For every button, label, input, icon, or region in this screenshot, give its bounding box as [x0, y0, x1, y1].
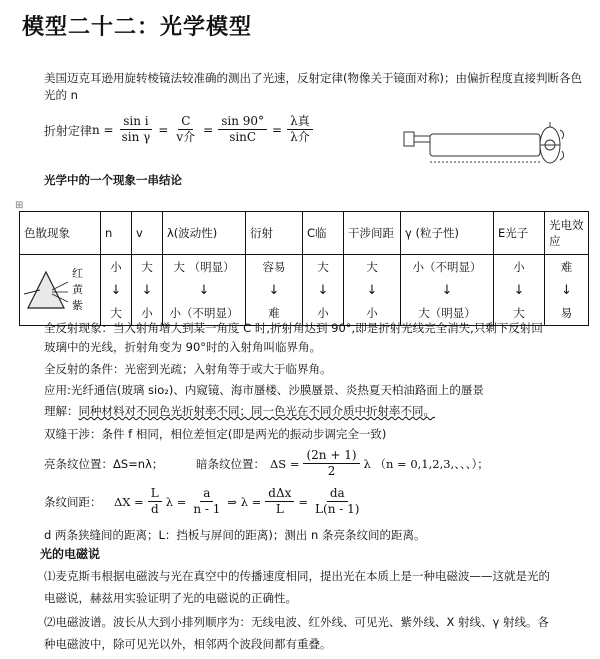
color-yellow: 黄: [72, 283, 83, 296]
trend-cell: 小 ↓ 大: [101, 255, 132, 326]
prism-cell: [20, 255, 101, 326]
total-reflection-line-2: 玻璃中的光线，折射角变为 90°时的入射角叫临界角。: [44, 340, 322, 354]
em-paragraph-1a: ⑴麦克斯韦根据电磁波与光在真空中的传播速度相同，提出光在本质上是一种电磁波——这就是光的: [44, 569, 550, 583]
fraction-lambda: $\frac{\text{λ真}}{\text{λ介}}$: [287, 114, 313, 145]
intro-text: 美国迈克耳逊用旋转棱镜法较准确的测出了光速，反射定律(物像关于镜面对称)；由偏折程度直接判断各色光的 n: [44, 71, 582, 102]
em-paragraph-1b: 电磁说，赫兹用实验证明了光的电磁说的正确性。: [44, 591, 297, 605]
down-arrow-icon: ↓: [141, 282, 153, 298]
understand-label: 理解：: [44, 404, 79, 418]
down-arrow-icon: ↓: [198, 282, 210, 298]
application-line: 应用:光纤通信(玻璃 sio₂)、内窥镜、海市蜃楼、沙膜蜃景、炎热夏天柏油路面上的蜃景: [44, 383, 484, 397]
table-body-row: [20, 255, 589, 326]
trend-cell: 小 ↓ 大: [494, 255, 545, 326]
d-description: d 两条狭缝间的距离；L：挡板与屏间的距离)；测出 n 条亮条纹间的距离。: [44, 528, 426, 542]
color-red: 红: [72, 267, 83, 280]
fraction-sin-i: $\frac{\text{sin i}}{\text{sin γ}}$: [121, 114, 151, 144]
total-reflection-line-1: 全反射现象：当入射角增大到某一角度 C 时,折射角达到 90°,即是折射光线完全消失,只剩下反射回: [44, 321, 543, 335]
spacing-formula: ΔX = $\frac{L}{d}$ λ = $\frac{a}{n - 1}$ ⇒ λ = $\frac{\text{dΔx}}{L}$ = $\frac{da}{L(n - 1)}$: [114, 486, 360, 516]
phenomenon-heading: 光学中的一个现象一串结论: [44, 173, 182, 187]
fraction-sin90: $\frac{\sin 90^\circ}{\sin C}$: [218, 114, 267, 145]
trend-cell: 小（不明显） ↓ 大（明显）: [401, 255, 494, 326]
refraction-label: 折射定律: [44, 124, 93, 138]
down-arrow-icon: ↓: [561, 282, 572, 298]
header-cell: v: [132, 212, 163, 255]
dark-fringe-formula: ΔS = $\frac{(2n + 1)}{2}$ λ （n = 0,1,2,3,、、、）；: [270, 448, 489, 478]
em-paragraph-2a: ⑵电磁波谱。波长从大到小排列顺序为：无线电波、红外线、可见光、紫外线、X 射线、γ 射线。各: [44, 615, 549, 629]
down-arrow-icon: ↓: [513, 282, 525, 298]
down-arrow-icon: ↓: [110, 282, 122, 298]
understand-text: 同种材料对不同色光折射率不同；同一色光在不同介质中折射率不同。: [78, 404, 435, 418]
down-arrow-icon: ↓: [441, 282, 453, 298]
trend-cell: 容易 ↓ 难: [246, 255, 303, 326]
table-anchor-icon: ⊞: [15, 200, 24, 211]
double-slit-line: 双缝干涉：条件 f 相同，相位差恒定(即是两光的振动步调完全一致): [44, 427, 387, 441]
header-cell: λ(波动性): [163, 212, 246, 255]
header-cell: E光子: [494, 212, 545, 255]
trend-cell: 大 ↓ 小: [303, 255, 344, 326]
header-cell: 色散现象: [20, 212, 101, 255]
color-violet: 紫: [72, 299, 83, 312]
table-header-row: [20, 212, 589, 255]
understand-line: [44, 403, 435, 420]
equals-sign: =: [203, 122, 214, 137]
michelson-apparatus-illustration: [400, 118, 570, 178]
page-title: 模型二十二：光学模型: [22, 15, 253, 40]
equals-sign: =: [158, 122, 169, 137]
trend-cell: 大 ↓ 小: [344, 255, 401, 326]
down-arrow-icon: ↓: [366, 282, 378, 298]
spacing-label: 条纹间距：: [44, 495, 102, 509]
equals-sign: =: [272, 122, 283, 137]
trend-cell: 大 ↓ 小: [132, 255, 163, 326]
total-reflection-condition: 全反射的条件：光密到光疏；入射角等于或大于临界角。: [44, 362, 332, 376]
dispersion-table: [19, 211, 589, 326]
header-cell: 干涉间距: [344, 212, 401, 255]
em-heading: 光的电磁说: [40, 547, 101, 561]
trend-cell: 难 ↓ 易: [545, 255, 589, 326]
down-arrow-icon: ↓: [317, 282, 329, 298]
n-equals: n =: [92, 122, 114, 137]
header-cell: n: [101, 212, 132, 255]
dark-fringe-label: 暗条纹位置：: [196, 457, 265, 471]
header-cell: 衍射: [246, 212, 303, 255]
em-paragraph-2b: 种电磁波中，除可见光以外，相邻两个波段间都有重叠。: [44, 637, 332, 651]
header-cell: γ (粒子性): [401, 212, 494, 255]
bright-fringe: 亮条纹位置：ΔS=nλ；: [44, 457, 164, 471]
down-arrow-icon: ↓: [268, 282, 280, 298]
header-cell: C临: [303, 212, 344, 255]
header-cell: 光电效应: [545, 212, 589, 255]
refraction-formula: [92, 114, 313, 145]
prism-icon: [24, 268, 68, 312]
fraction-c-v: $\frac{C}{\text{v介}}$: [176, 114, 196, 144]
trend-cell: 大 （明显） ↓ 小（不明显）: [163, 255, 246, 326]
